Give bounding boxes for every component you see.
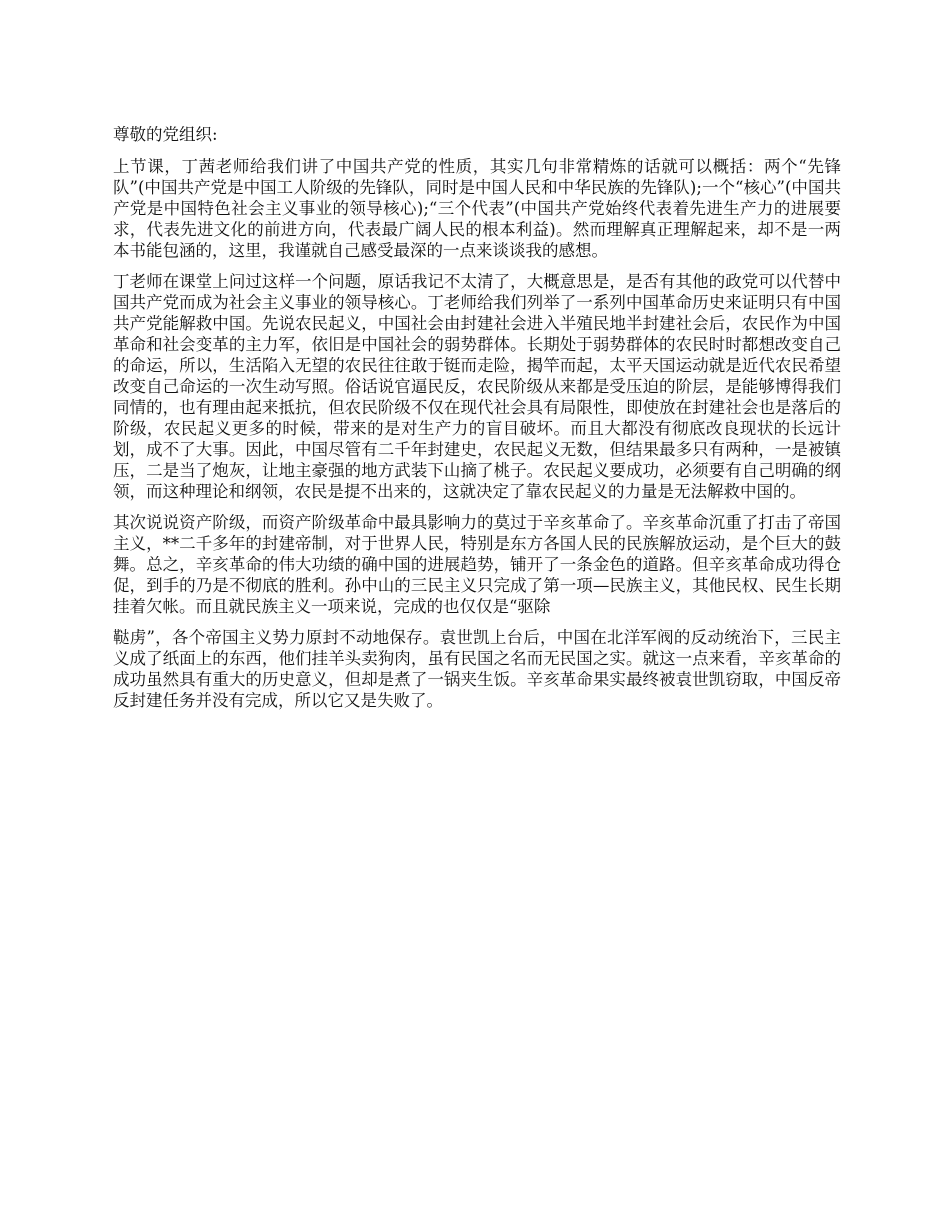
paragraph-party-nature: 上节课，丁茜老师给我们讲了中国共产党的性质，其实几句非常精炼的话就可以概括：两个“先锋队”(中国共产党是中国工人阶级的先锋队，同时是中国人民和中华民族的先锋队);一个“核心”(中国共产党是中国特色社会主义事业的领导核心);“三个代表”(中国共产党始终代表着先进生产力的进展要求，代表先进文化的前进方向，代表最广阔人民的根本利益)。然而理解真正理解起来，却不是一两本书能包涵的，这里，我谨就自己感受最深的一点来谈谈我的感想。 xyxy=(113,157,841,260)
paragraph-bourgeois-revolution: 其次说说资产阶级，而资产阶级革命中最具影响力的莫过于辛亥革命了。辛亥革命沉重了打击了帝国主义，**二千多年的封建帝制，对于世界人民，特别是东方各国人民的民族解放运动，是个巨大的鼓舞。总之，辛亥革命的伟大功绩的确中国的进展趋势，铺开了一条金色的道路。但辛亥革命成功得仓促，到手的乃是不彻底的胜利。孙中山的三民主义只完成了第一项—民族主义，其他民权、民生长期挂着欠帐。而且就民族主义一项来说，完成的也仅仅是“驱除 xyxy=(113,513,841,616)
salutation: 尊敬的党组织: xyxy=(113,125,218,144)
paragraph-revolution-outcome: 鞑虏”，各个帝国主义势力原封不动地保存。袁世凯上台后，中国在北洋军阀的反动统治下，三民主义成了纸面上的东西，他们挂羊头卖狗肉，虽有民国之名而无民国之实。就这一点来看，辛亥革命的成功虽然具有重大的历史意义，但却是煮了一锅夹生饭。辛亥革命果实最终被袁世凯窃取，中国反帝反封建任务并没有完成，所以它又是失败了。 xyxy=(113,628,841,710)
paragraph-peasant-uprisings: 丁老师在课堂上问过这样一个问题，原话我记不太清了，大概意思是，是否有其他的政党可以代替中国共产党而成为社会主义事业的领导核心。丁老师给我们列举了一系列中国革命历史来证明只有中国共产党能解救中国。先说农民起义，中国社会由封建社会进入半殖民地半封建社会后，农民作为中国革命和社会变革的主力军，依旧是中国社会的弱势群体。长期处于弱势群体的农民时时都想改变自己的命运，所以，生活陷入无望的农民往往敢于铤而走险，揭竿而起，太平天国运动就是近代农民希望改变自己命运的一次生动写照。俗话说官逼民反，农民阶级从来都是受压迫的阶层，是能够博得我们同情的，也有理由起来抵抗，但农民阶级不仅在现代社会具有局限性，即使放在封建社会也是落后的阶级，农民起义更多的时候，带来的是对生产力的盲目破坏。而且大都没有彻底改良现状的长远计划，成不了大事。因此，中国尽管有二千年封建史，农民起义无数，但结果最多只有两种，一是被镇压，二是当了炮灰，让地主豪强的地方武装下山摘了桃子。农民起义要成功，必须要有自己明确的纲领，而这种理论和纲领，农民是提不出来的，这就决定了靠农民起义的力量是无法解救中国的。 xyxy=(113,272,841,501)
document-page xyxy=(113,124,841,721)
